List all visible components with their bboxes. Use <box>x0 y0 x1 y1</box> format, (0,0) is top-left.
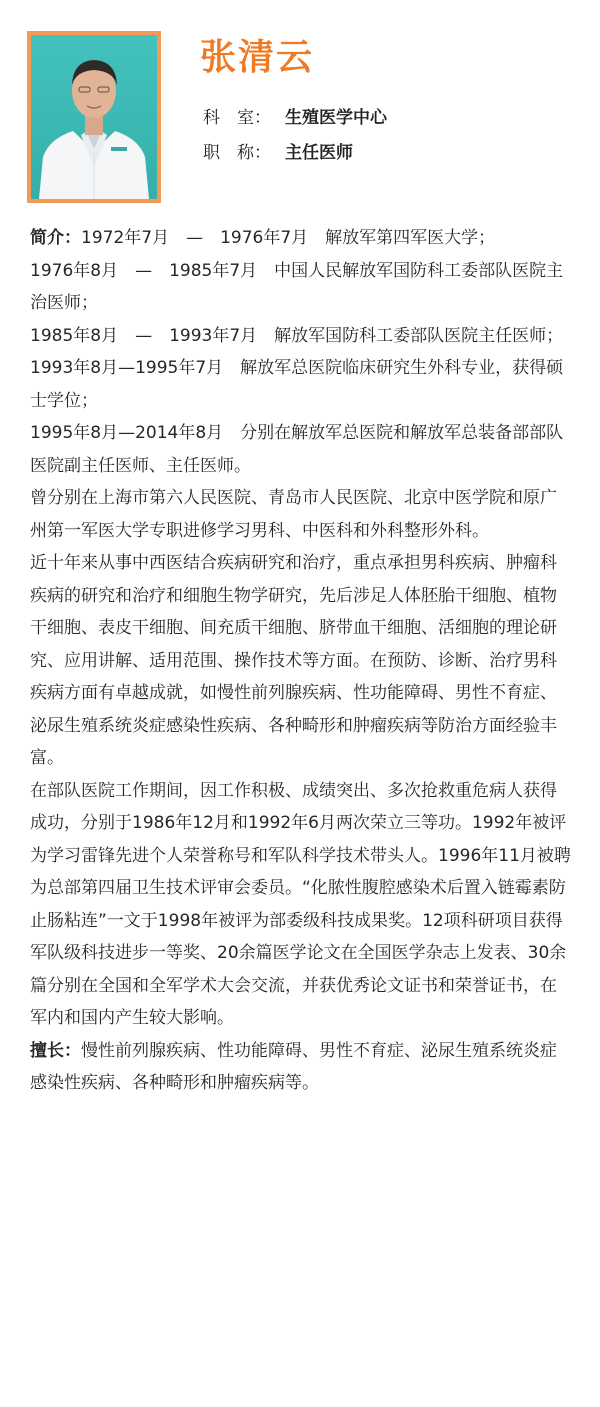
department-label: 科 室： <box>203 108 271 128</box>
bio-paragraph-6: 曾分别在上海市第六人民医院、青岛市人民医院、北京中医学院和原广州第一军医大学专职进修学习男科、中医科和外科整形外科。 <box>30 488 557 541</box>
intro-label: 简介： <box>30 228 81 248</box>
portrait-illustration <box>31 35 157 199</box>
bio-text-1: 1972年7月 — 1976年7月 解放军第四军医大学； <box>81 228 496 248</box>
bio-paragraph-8: 在部队医院工作期间，因工作积极、成绩突出、多次抢救重危病人获得成功，分别于1986年12月和1992年6月两次荣立三等功。1992年被评为学习雷锋先进个人荣誉称号和军队科学技术带头人。1996年11月被聘为总部第四届卫生技术评审会委员。“化脓性腹腔感染术后置入链霉素防止肠粘连”一文于1998年被评为部委级科技成果奖。12项科研项目获得军队级科技进步一等奖、20余篇医学论文在全国医学杂志上发表、30余篇分别在全国和全军学术大会交流，并获优秀论文证书和荣誉证书，在军内和国内产生较大影响。 <box>30 780 571 1028</box>
bio-paragraph-2: 1976年8月 — 1985年7月 中国人民解放军国防科工委部队医院主治医师； <box>30 260 564 313</box>
bio-paragraph-5: 1995年8月—2014年8月 分别在解放军总医院和解放军总装备部部队医院副主任医师、主任医师。 <box>30 423 564 476</box>
department-value: 生殖医学中心 <box>285 108 387 128</box>
bio-paragraph-3: 1985年8月 — 1993年7月 解放军国防科工委部队医院主任医师； <box>30 325 564 346</box>
specialty-text: 慢性前列腺疾病、性功能障碍、男性不育症、泌尿生殖系统炎症感染性疾病、各种畸形和肿瘤疾病等。 <box>30 1040 557 1093</box>
department-row <box>203 106 387 130</box>
doctor-portrait-icon <box>31 35 157 199</box>
bio-paragraph-1 <box>30 222 572 255</box>
title-value: 主任医师 <box>285 143 353 163</box>
bio-paragraph-7: 近十年来从事中西医结合疾病研究和治疗，重点承担男科疾病、肿瘤科疾病的研究和治疗和细胞生物学研究，先后涉足人体胚胎干细胞、植物干细胞、表皮干细胞、间充质干细胞、脐带血干细胞、活细胞的理论研究、应用讲解、适用范围、操作技术等方面。在预防、诊断、治疗男科疾病方面有卓越成就，如慢性前列腺疾病、性功能障碍、男性不育症、泌尿生殖系统炎症感染性疾病、各种畸形和肿瘤疾病等防治方面经验丰富。 <box>30 553 557 768</box>
doctor-name: 张清云 <box>200 37 315 78</box>
doctor-photo-frame <box>27 31 161 203</box>
specialty-paragraph <box>30 1035 572 1100</box>
biography <box>30 222 572 1100</box>
specialty-label: 擅长： <box>30 1040 81 1061</box>
bio-paragraph-4: 1993年8月—1995年7月 解放军总医院临床研究生外科专业，获得硕士学位； <box>30 358 564 411</box>
title-row <box>203 141 353 165</box>
title-label: 职 称： <box>203 143 271 163</box>
